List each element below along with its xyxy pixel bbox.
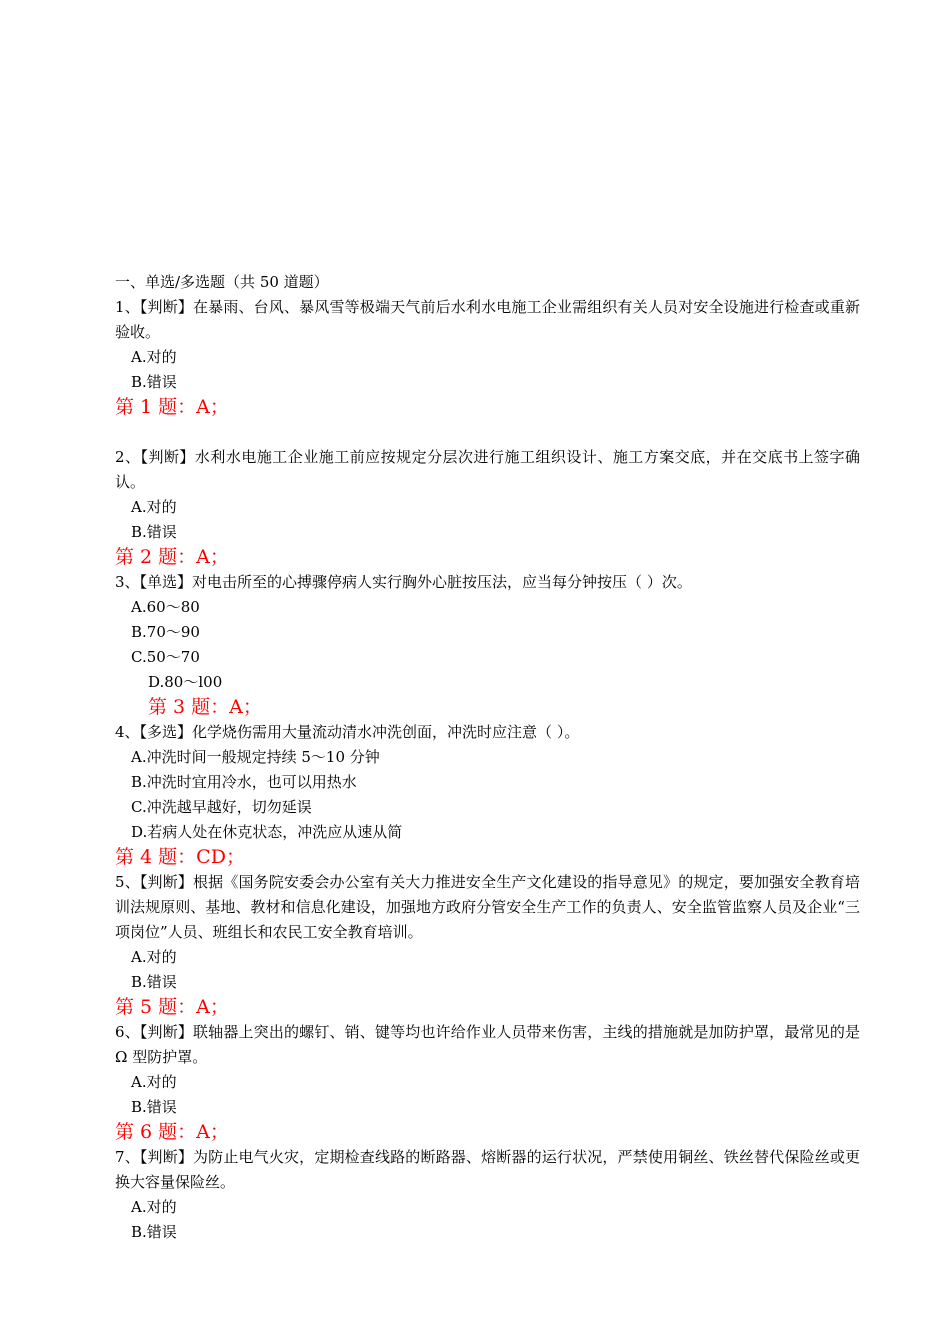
question-1-option-a: A.对的 [131,348,177,366]
question-stem-6: 6、【判断】联轴器上突出的螺钉、销、键等均也许给作业人员带来伤害，主线的措施就是加防护罩，最常见的是 Ω 型防护罩。 [115,1023,860,1066]
question-3-answer: 第 3 题：A； [148,696,262,718]
question-4-option-d: D.若病人处在休克状态，冲洗应从速从简 [131,823,403,841]
question-6-answer: 第 6 题：A； [115,1121,229,1143]
question-1-option-b: B.错误 [131,373,177,391]
question-stem-4: 4、【多选】化学烧伤需用大量流动清水冲洗创面，冲洗时应注意（ ）。 [115,723,580,741]
question-3-option-b: B.70～90 [131,623,200,641]
question-stem-7: 7、【判断】为防止电气火灾，定期检查线路的断路器、熔断器的运行状况，严禁使用铜丝、铁丝替代保险丝或更换大容量保险丝。 [115,1148,860,1191]
question-stem-5: 5、【判断】根据《国务院安委会办公室有关大力推进安全生产文化建设的指导意见》的规定，要加强安全教育培训法规原则、基地、教材和信息化建设，加强地方政府分管安全生产工作的负责人、安全监管监察人员及企业“三项岗位”人员、班组长和农民工安全教育培训。 [115,873,860,941]
question-3-option-a: A.60～80 [131,598,200,616]
question-3-option-d: D.80～l00 [148,673,223,691]
question-5-option-a: A.对的 [131,948,177,966]
question-1-answer: 第 1 题：A； [115,396,229,418]
question-6-option-a: A.对的 [131,1073,177,1091]
question-6-option-b: B.错误 [131,1098,177,1116]
blank-line [115,420,860,445]
question-4-option-a: A.冲洗时间一般规定持续 5～10 分钟 [131,748,380,766]
question-stem-3: 3、【单选】对电击所至的心搏骤停病人实行胸外心脏按压法，应当每分钟按压（ ）次。 [115,573,692,591]
question-5-answer: 第 5 题：A； [115,996,229,1018]
question-2-answer: 第 2 题：A； [115,546,229,568]
question-3-option-c: C.50～70 [131,648,200,666]
question-2-option-a: A.对的 [131,498,177,516]
section-title: 一、单选/多选题（共 50 道题） [115,273,329,291]
question-4-option-c: C.冲洗越早越好，切勿延误 [131,798,312,816]
question-7-option-a: A.对的 [131,1198,177,1216]
document-body [115,270,860,1245]
question-stem-1: 1、【判断】在暴雨、台风、暴风雪等极端天气前后水利水电施工企业需组织有关人员对安全设施进行检查或重新验收。 [115,298,860,341]
question-stem-2: 2、【判断】水利水电施工企业施工前应按规定分层次进行施工组织设计、施工方案交底，并在交底书上签字确认。 [115,448,860,491]
question-2-option-b: B.错误 [131,523,177,541]
question-5-option-b: B.错误 [131,973,177,991]
question-4-option-b: B.冲洗时宜用冷水，也可以用热水 [131,773,357,791]
question-7-option-b: B.错误 [131,1223,177,1241]
question-4-answer: 第 4 题：CD； [115,846,245,868]
